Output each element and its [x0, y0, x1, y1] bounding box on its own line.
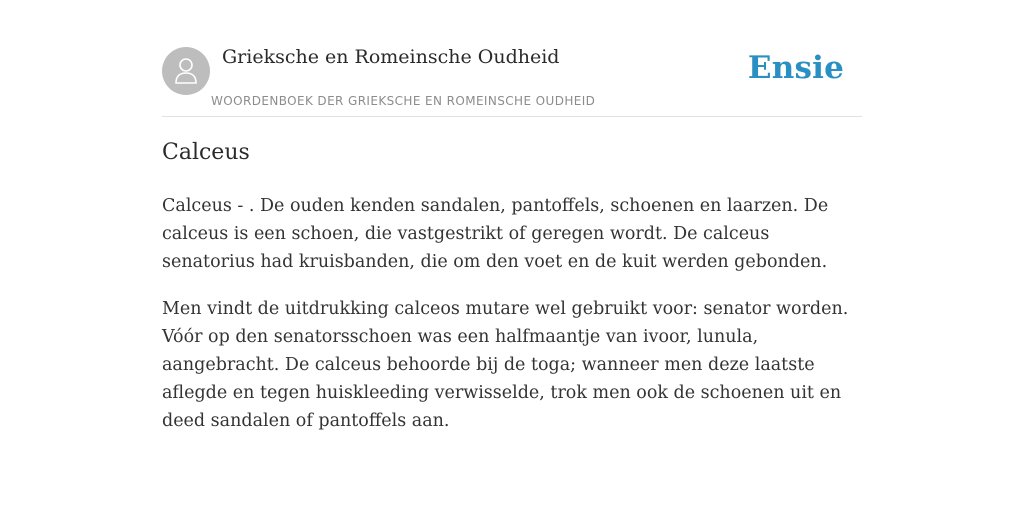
brand-logo-link[interactable]: Ensie [747, 50, 844, 86]
page-title: Calceus [162, 140, 250, 165]
avatar[interactable] [162, 47, 210, 95]
site-title[interactable]: Grieksche en Romeinsche Oudheid [222, 46, 560, 68]
entry-paragraph: Calceus - . De ouden kenden sandalen, pantoffels, schoenen en laarzen. De calceus is een schoen, die vastgestrikt of geregen wordt. De calceus senatorius had kruisbanden, die om den voet en de kuit werden gebonden. [162, 196, 829, 272]
site-subtitle: WOORDENBOEK DER GRIEKSCHE EN ROMEINSCHE OUDHEID [211, 94, 596, 108]
header [162, 40, 862, 117]
entry-paragraph: Men vindt de uitdrukking calceos mutare wel gebruikt voor: senator worden. Vóór op den senatorsschoen was een halfmaantje van ivoor, lunula, aangebracht. De calceus behoorde bij de toga; wanneer men deze laatste aflegde en tegen huiskleeding verwisselde, trok men ook de schoenen uit en deed sandalen of pantoffels aan. [162, 299, 849, 431]
entry-content [162, 192, 862, 454]
